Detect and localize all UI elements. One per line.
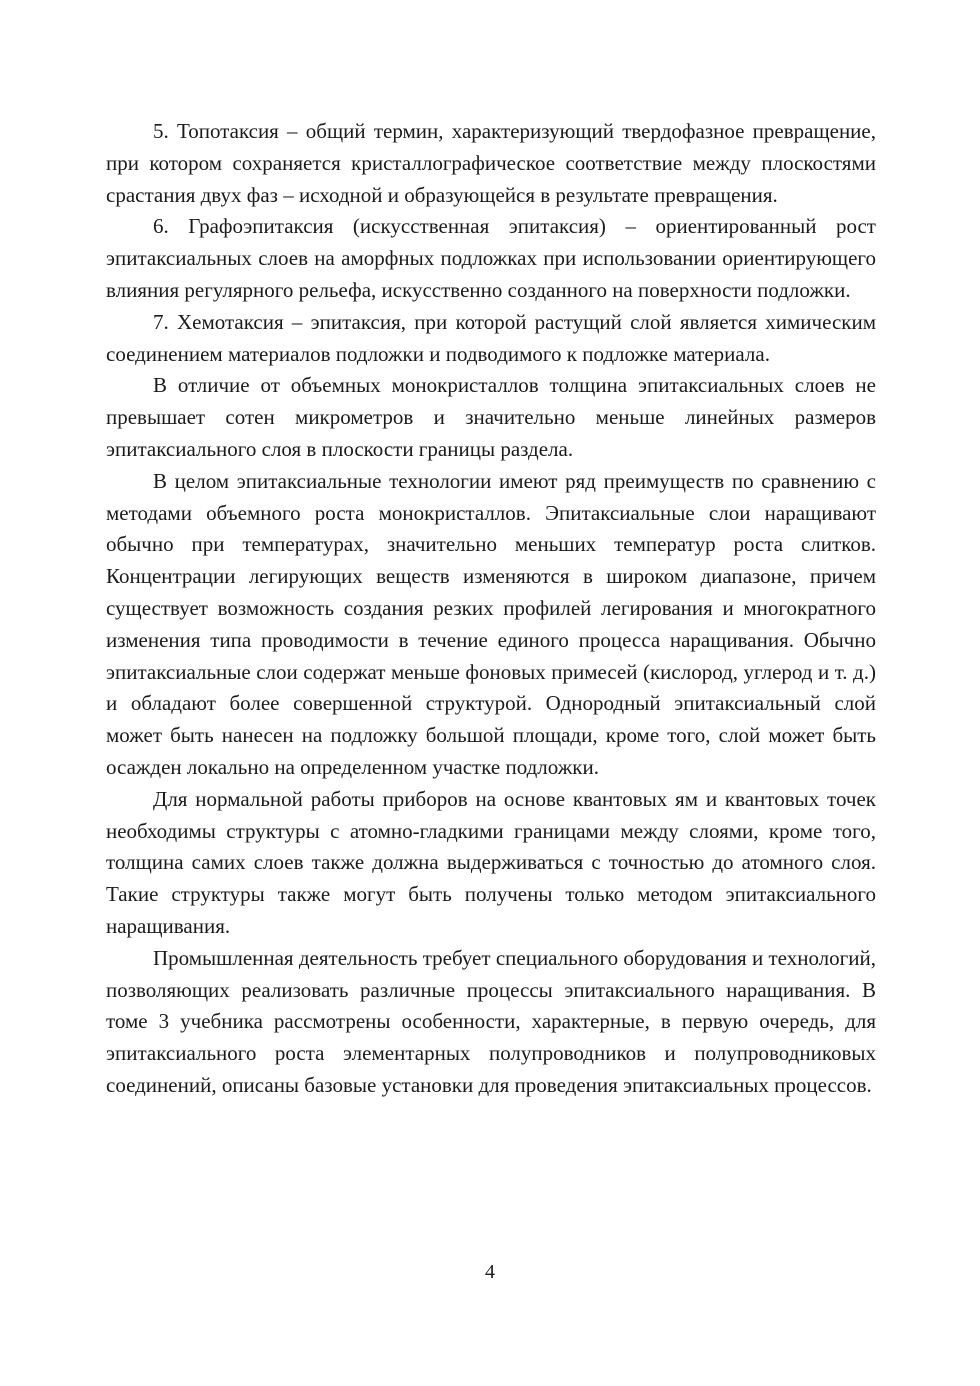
page-number: 4 (485, 1261, 495, 1283)
page-body (106, 116, 876, 1102)
paragraph-industrial: Промышленная деятельность требует специального оборудования и технологий, позволяющих реализовать различные процессы эпитаксиального наращивания. В томе 3 учебника рассмотрены особенности, характерные, в первую очередь, для эпитаксиального роста элементарных полупроводников и полупроводниковых соединений, описаны базовые установки для проведения эпитаксиальных процессов. (106, 945, 876, 1097)
paragraph-graphoepitaxy: 6. Графоэпитаксия (искусственная эпитаксия) – ориентированный рост эпитаксиальных слоев на аморфных подложках при использовании ориентирующего влияния регулярного рельефа, искусственно созданного на поверхности подложки. (106, 214, 876, 302)
paragraph-topotaxy: 5. Топотаксия – общий термин, характеризующий твердофазное превращение, при котором сохраняется кристаллографическое соответствие между плоскостями срастания двух фаз – исходной и образующейся в результате превращения. (106, 119, 876, 207)
paragraph-layer-thickness: В отличие от объемных монокристаллов толщина эпитаксиальных слоев не превышает сотен микрометров и значительно меньше линейных размеров эпитаксиального слоя в плоскости границы раздела. (106, 373, 876, 461)
paragraph-quantum-structures: Для нормальной работы приборов на основе квантовых ям и квантовых точек необходимы структуры с атомно-гладкими границами между слоями, кроме того, толщина самих слоев также должна выдерживаться с точностью до атомного слоя. Такие структуры также могут быть получены только методом эпитаксиального наращивания. (106, 786, 876, 938)
paragraph-chemotaxy: 7. Хемотаксия – эпитаксия, при которой растущий слой является химическим соединением материалов подложки и подводимого к подложке материала. (106, 309, 876, 366)
paragraph-advantages: В целом эпитаксиальные технологии имеют ряд преимуществ по сравнению с методами объемного роста монокристаллов. Эпитаксиальные слои наращивают обычно при температурах, значительно меньших температур роста слитков. Концентрации легирующих веществ изменяются в широком диапазоне, причем существует возможность создания резких профилей легирования и многократного изменения типа проводимости в течение единого процесса наращивания. Обычно эпитаксиальные слои содержат меньше фоновых примесей (кислород, углерод и т. д.) и обладают более совершенной структурой. Однородный эпитаксиальный слой может быть нанесен на подложку большой площади, кроме того, слой может быть осажден локально на определенном участке подложки. (106, 468, 876, 779)
